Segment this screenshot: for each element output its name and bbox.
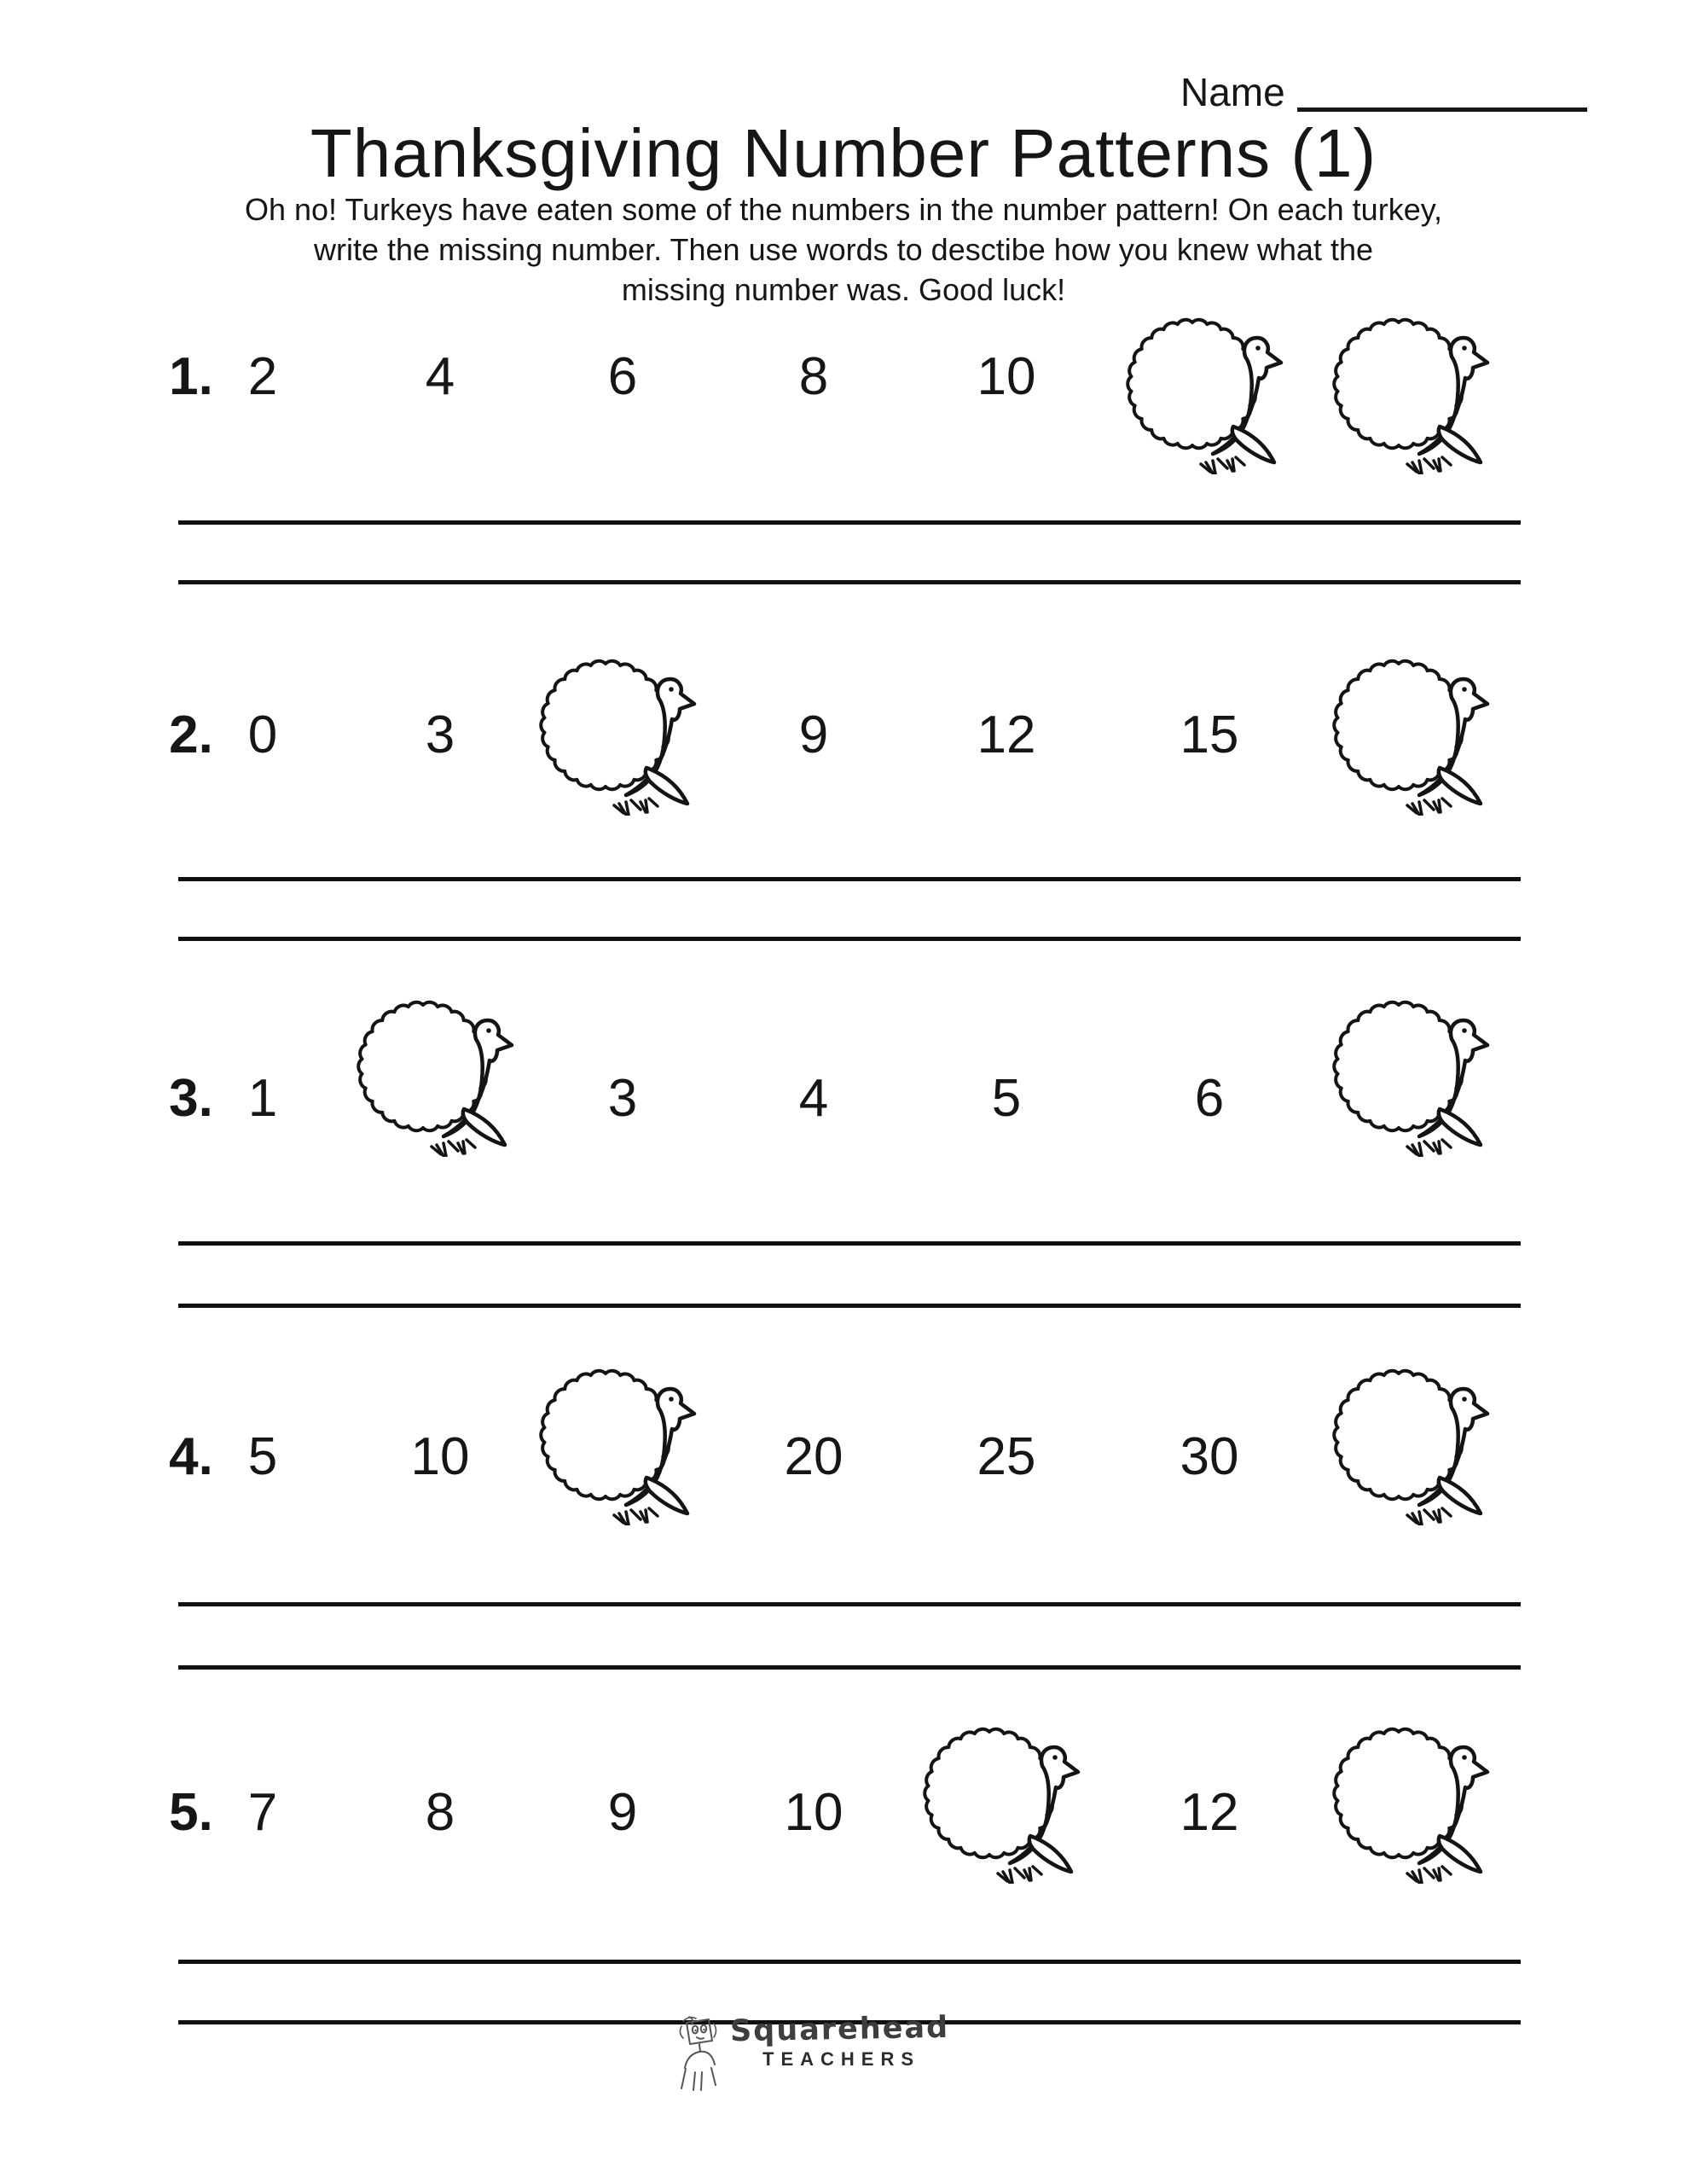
answer-writing-line	[178, 937, 1521, 941]
brand-logo	[674, 2010, 950, 2094]
pattern-number: 30	[1180, 1427, 1239, 1486]
row-number-label: 2.	[169, 706, 213, 764]
instructions	[0, 189, 1687, 310]
row-number-label: 1.	[169, 347, 213, 406]
page-title: Thanksgiving Number Patterns (1)	[310, 115, 1377, 191]
turkey-icon	[921, 1706, 1092, 1884]
answer-writing-line	[178, 520, 1521, 525]
instructions-line: missing number was. Good luck!	[621, 272, 1066, 307]
answer-writing-line	[178, 877, 1521, 881]
pattern-number: 6	[1194, 1069, 1225, 1128]
pattern-number: 10	[977, 347, 1036, 406]
name-blank-line	[1297, 72, 1587, 112]
pattern-number: 3	[425, 706, 455, 764]
pattern-number: 10	[784, 1783, 844, 1842]
pattern-number: 9	[607, 1783, 638, 1842]
turkey-icon	[537, 1348, 708, 1525]
answer-writing-line	[178, 1241, 1521, 1246]
instructions-line: write the missing number. Then use words to desctibe how you knew what the	[314, 232, 1373, 267]
pattern-number: 4	[425, 347, 455, 406]
pattern-number: 15	[1180, 706, 1239, 764]
answer-writing-line	[178, 580, 1521, 584]
turkey-icon	[1330, 979, 1501, 1157]
pattern-number: 3	[607, 1069, 638, 1128]
turkey-icon	[1330, 1348, 1501, 1525]
pattern-number: 2	[247, 347, 278, 406]
answer-writing-line	[178, 1665, 1521, 1670]
answer-writing-line	[178, 1960, 1521, 1964]
turkey-icon	[1330, 297, 1501, 474]
turkey-icon	[1124, 297, 1295, 474]
pattern-number: 1	[247, 1069, 278, 1128]
pattern-number: 8	[425, 1783, 455, 1842]
pattern-number: 10	[410, 1427, 470, 1486]
brand-name: Squarehead	[729, 2010, 950, 2049]
brand-sub-name: TEACHERS	[762, 2048, 921, 2070]
pattern-number: 12	[977, 706, 1036, 764]
pattern-number: 12	[1180, 1783, 1239, 1842]
pattern-number: 5	[247, 1427, 278, 1486]
pattern-number: 8	[798, 347, 829, 406]
turkey-icon	[1330, 1706, 1501, 1884]
pattern-number: 6	[607, 347, 638, 406]
pattern-number: 25	[977, 1427, 1036, 1486]
answer-writing-line	[178, 1304, 1521, 1308]
squarehead-mascot-icon	[674, 2015, 727, 2094]
pattern-number: 7	[247, 1783, 278, 1842]
pattern-number: 5	[991, 1069, 1022, 1128]
pattern-number: 4	[798, 1069, 829, 1128]
turkey-icon	[537, 638, 708, 816]
name-field	[1180, 72, 1587, 112]
row-number-label: 3.	[169, 1069, 213, 1128]
instructions-line: Oh no! Turkeys have eaten some of the numbers in the number pattern! On each turkey,	[244, 192, 1443, 227]
pattern-number: 0	[247, 706, 278, 764]
turkey-icon	[355, 979, 525, 1157]
name-label: Name	[1180, 70, 1285, 114]
pattern-number: 20	[784, 1427, 844, 1486]
row-number-label: 4.	[169, 1427, 213, 1486]
turkey-icon	[1330, 638, 1501, 816]
pattern-number: 9	[798, 706, 829, 764]
row-number-label: 5.	[169, 1783, 213, 1842]
answer-writing-line	[178, 1602, 1521, 1606]
